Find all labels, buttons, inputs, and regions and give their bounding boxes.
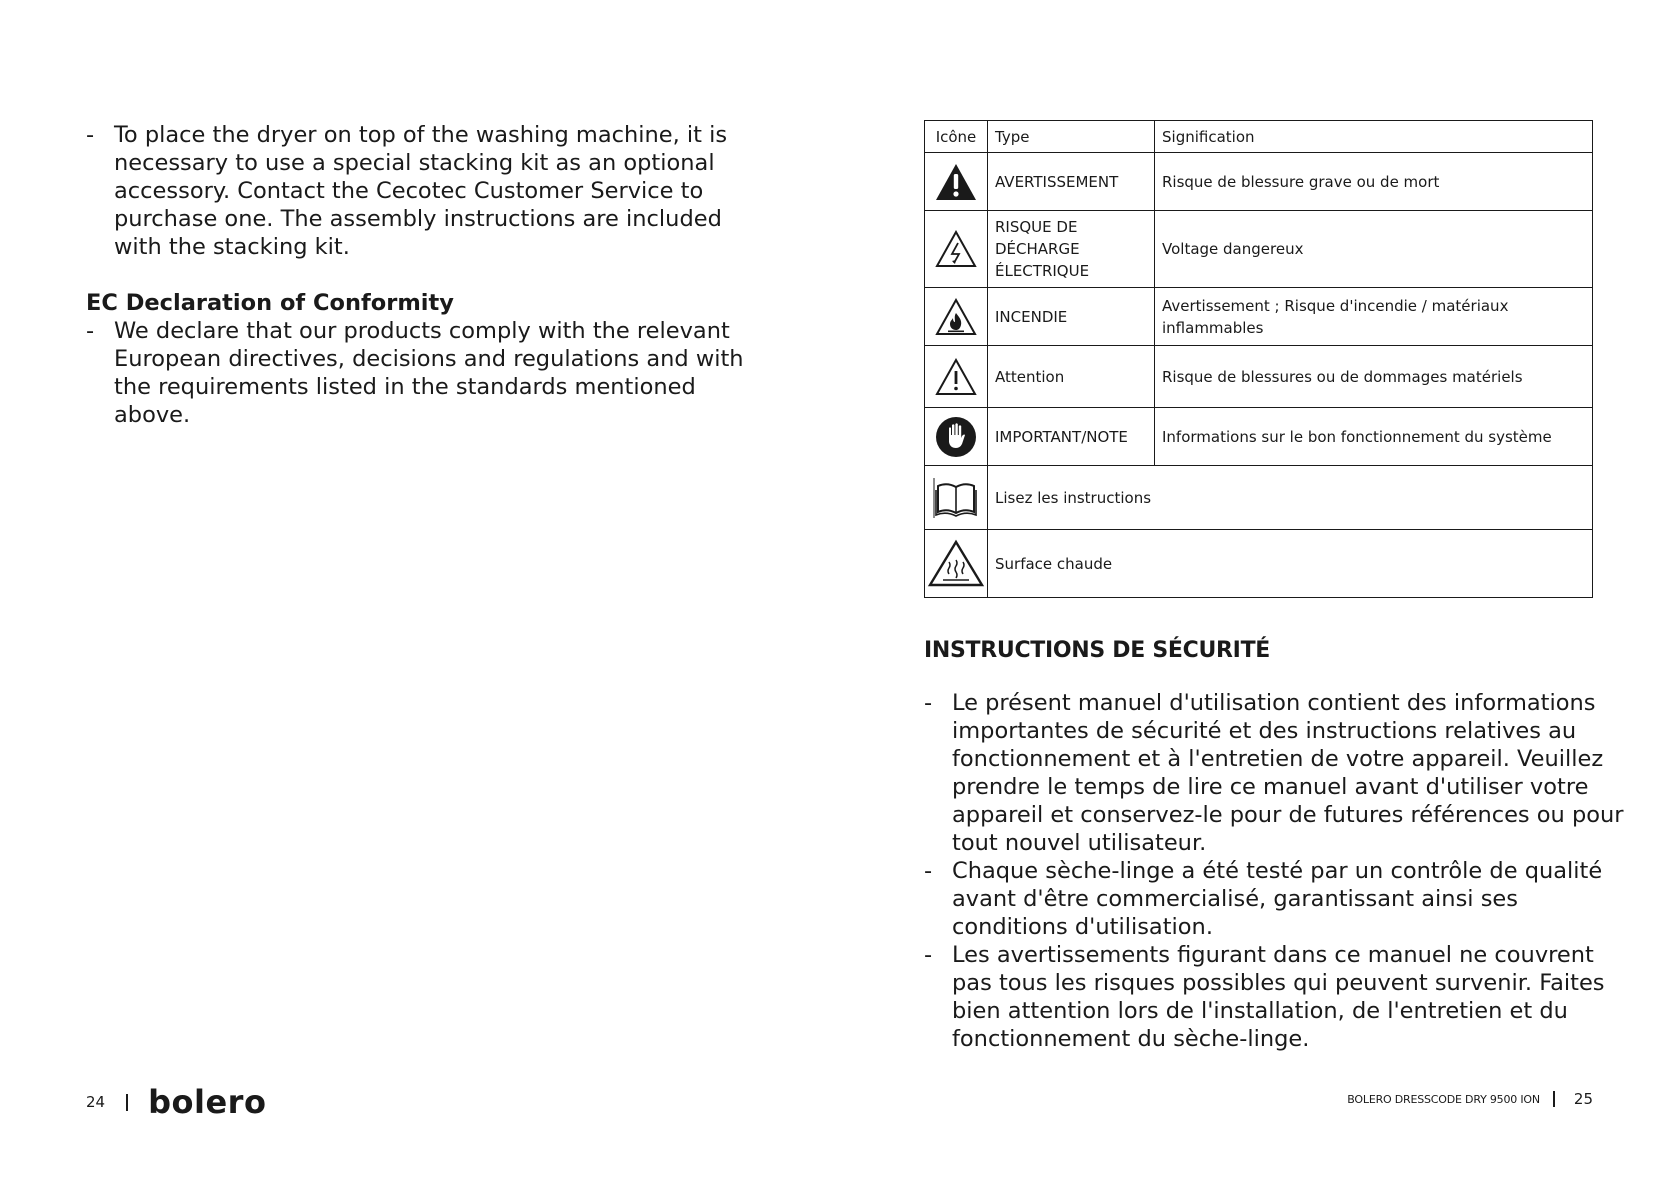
icon-cell [925, 346, 988, 408]
safety-text: Les avertissements figurant dans ce manuel ne couvrent pas tous les risques possibles qui peuvent survenir. Faites bien attention lors de l'installation, de l'entretien et du fonctionnement du sèche-linge. [952, 942, 1605, 1052]
table-row [925, 153, 1593, 211]
icon-cell [925, 153, 988, 211]
list-item [86, 317, 776, 429]
hand-stop-icon [935, 416, 977, 458]
electric-shock-icon [935, 230, 977, 268]
book-icon [931, 476, 981, 520]
type-cell: Surface chaude [988, 530, 1593, 598]
footer-divider [1553, 1091, 1555, 1107]
declaration-list [86, 317, 776, 429]
list-item [86, 121, 776, 261]
type-cell: IMPORTANT/NOTE [988, 408, 1155, 466]
page-number-left: 24 [86, 1093, 106, 1111]
list-item [924, 689, 1629, 857]
hot-surface-icon [927, 539, 985, 589]
meaning-cell: Risque de blessures ou de dommages matériels [1155, 346, 1593, 408]
meaning-cell: Avertissement ; Risque d'incendie / matériaux inflammables [1155, 288, 1593, 346]
page-number-right: 25 [1573, 1090, 1593, 1108]
table-row [925, 211, 1593, 288]
table-row [925, 346, 1593, 408]
declaration-text: We declare that our products comply with the relevant European directives, decisions and regulations and with the requirements listed in the standards mentioned above. [114, 318, 744, 428]
fire-icon [935, 298, 977, 336]
model-name: BOLERO DRESSCODE DRY 9500 ION [1347, 1092, 1540, 1106]
ec-declaration-heading: EC Declaration of Conformity [86, 290, 454, 316]
dash: - [924, 942, 933, 968]
type-cell: RISQUE DE DÉCHARGE ÉLECTRIQUE [988, 211, 1155, 288]
bolero-logo: bolero [148, 1083, 267, 1121]
header-icon: Icône [925, 121, 988, 153]
type-cell: AVERTISSEMENT [988, 153, 1155, 211]
footer-divider [126, 1094, 128, 1111]
right-page [839, 0, 1679, 1192]
meaning-cell: Informations sur le bon fonctionnement du système [1155, 408, 1593, 466]
warning-filled-icon [935, 163, 977, 201]
stacking-kit-text: To place the dryer on top of the washing machine, it is necessary to use a special stacking kit as an optional accessory. Contact the Cecotec Customer Service to purchase one. The assembly instructions are included with the stacking kit. [114, 122, 728, 260]
list-item [924, 857, 1629, 941]
right-body [924, 689, 1629, 1053]
left-footer [86, 1083, 267, 1121]
icon-cell [925, 466, 988, 530]
type-cell: Lisez les instructions [988, 466, 1593, 530]
left-body [86, 121, 776, 429]
right-footer [1347, 1090, 1593, 1108]
stacking-kit-list [86, 121, 776, 261]
type-cell: Attention [988, 346, 1155, 408]
safety-instructions-heading: INSTRUCTIONS DE SÉCURITÉ [924, 638, 1271, 663]
dash: - [86, 318, 95, 344]
header-type: Type [988, 121, 1155, 153]
icon-cell [925, 530, 988, 598]
dash: - [924, 858, 933, 884]
type-cell: INCENDIE [988, 288, 1155, 346]
table-row [925, 466, 1593, 530]
meaning-cell: Risque de blessure grave ou de mort [1155, 153, 1593, 211]
icon-cell [925, 288, 988, 346]
symbols-table [924, 120, 1593, 598]
table-header-row [925, 121, 1593, 153]
icon-cell [925, 408, 988, 466]
header-meaning: Signification [1155, 121, 1593, 153]
safety-text: Le présent manuel d'utilisation contient des informations importantes de sécurité et des instructions relatives au fonctionnement et à l'entretien de votre appareil. Veuillez prendre le temps de lire ce manuel avant d'utiliser votre appareil et conservez-le pour de futures références ou pour tout nouvel utilisateur. [952, 690, 1624, 856]
dash: - [924, 690, 933, 716]
table-row [925, 288, 1593, 346]
list-item [924, 941, 1629, 1053]
dash: - [86, 122, 95, 148]
table-row [925, 530, 1593, 598]
safety-text: Chaque sèche-linge a été testé par un contrôle de qualité avant d'être commercialisé, garantissant ainsi ses conditions d'utilisation. [952, 858, 1603, 940]
icon-cell [925, 211, 988, 288]
meaning-cell: Voltage dangereux [1155, 211, 1593, 288]
caution-icon [935, 358, 977, 396]
safety-list [924, 689, 1629, 1053]
table-row [925, 408, 1593, 466]
left-page [0, 0, 839, 1192]
